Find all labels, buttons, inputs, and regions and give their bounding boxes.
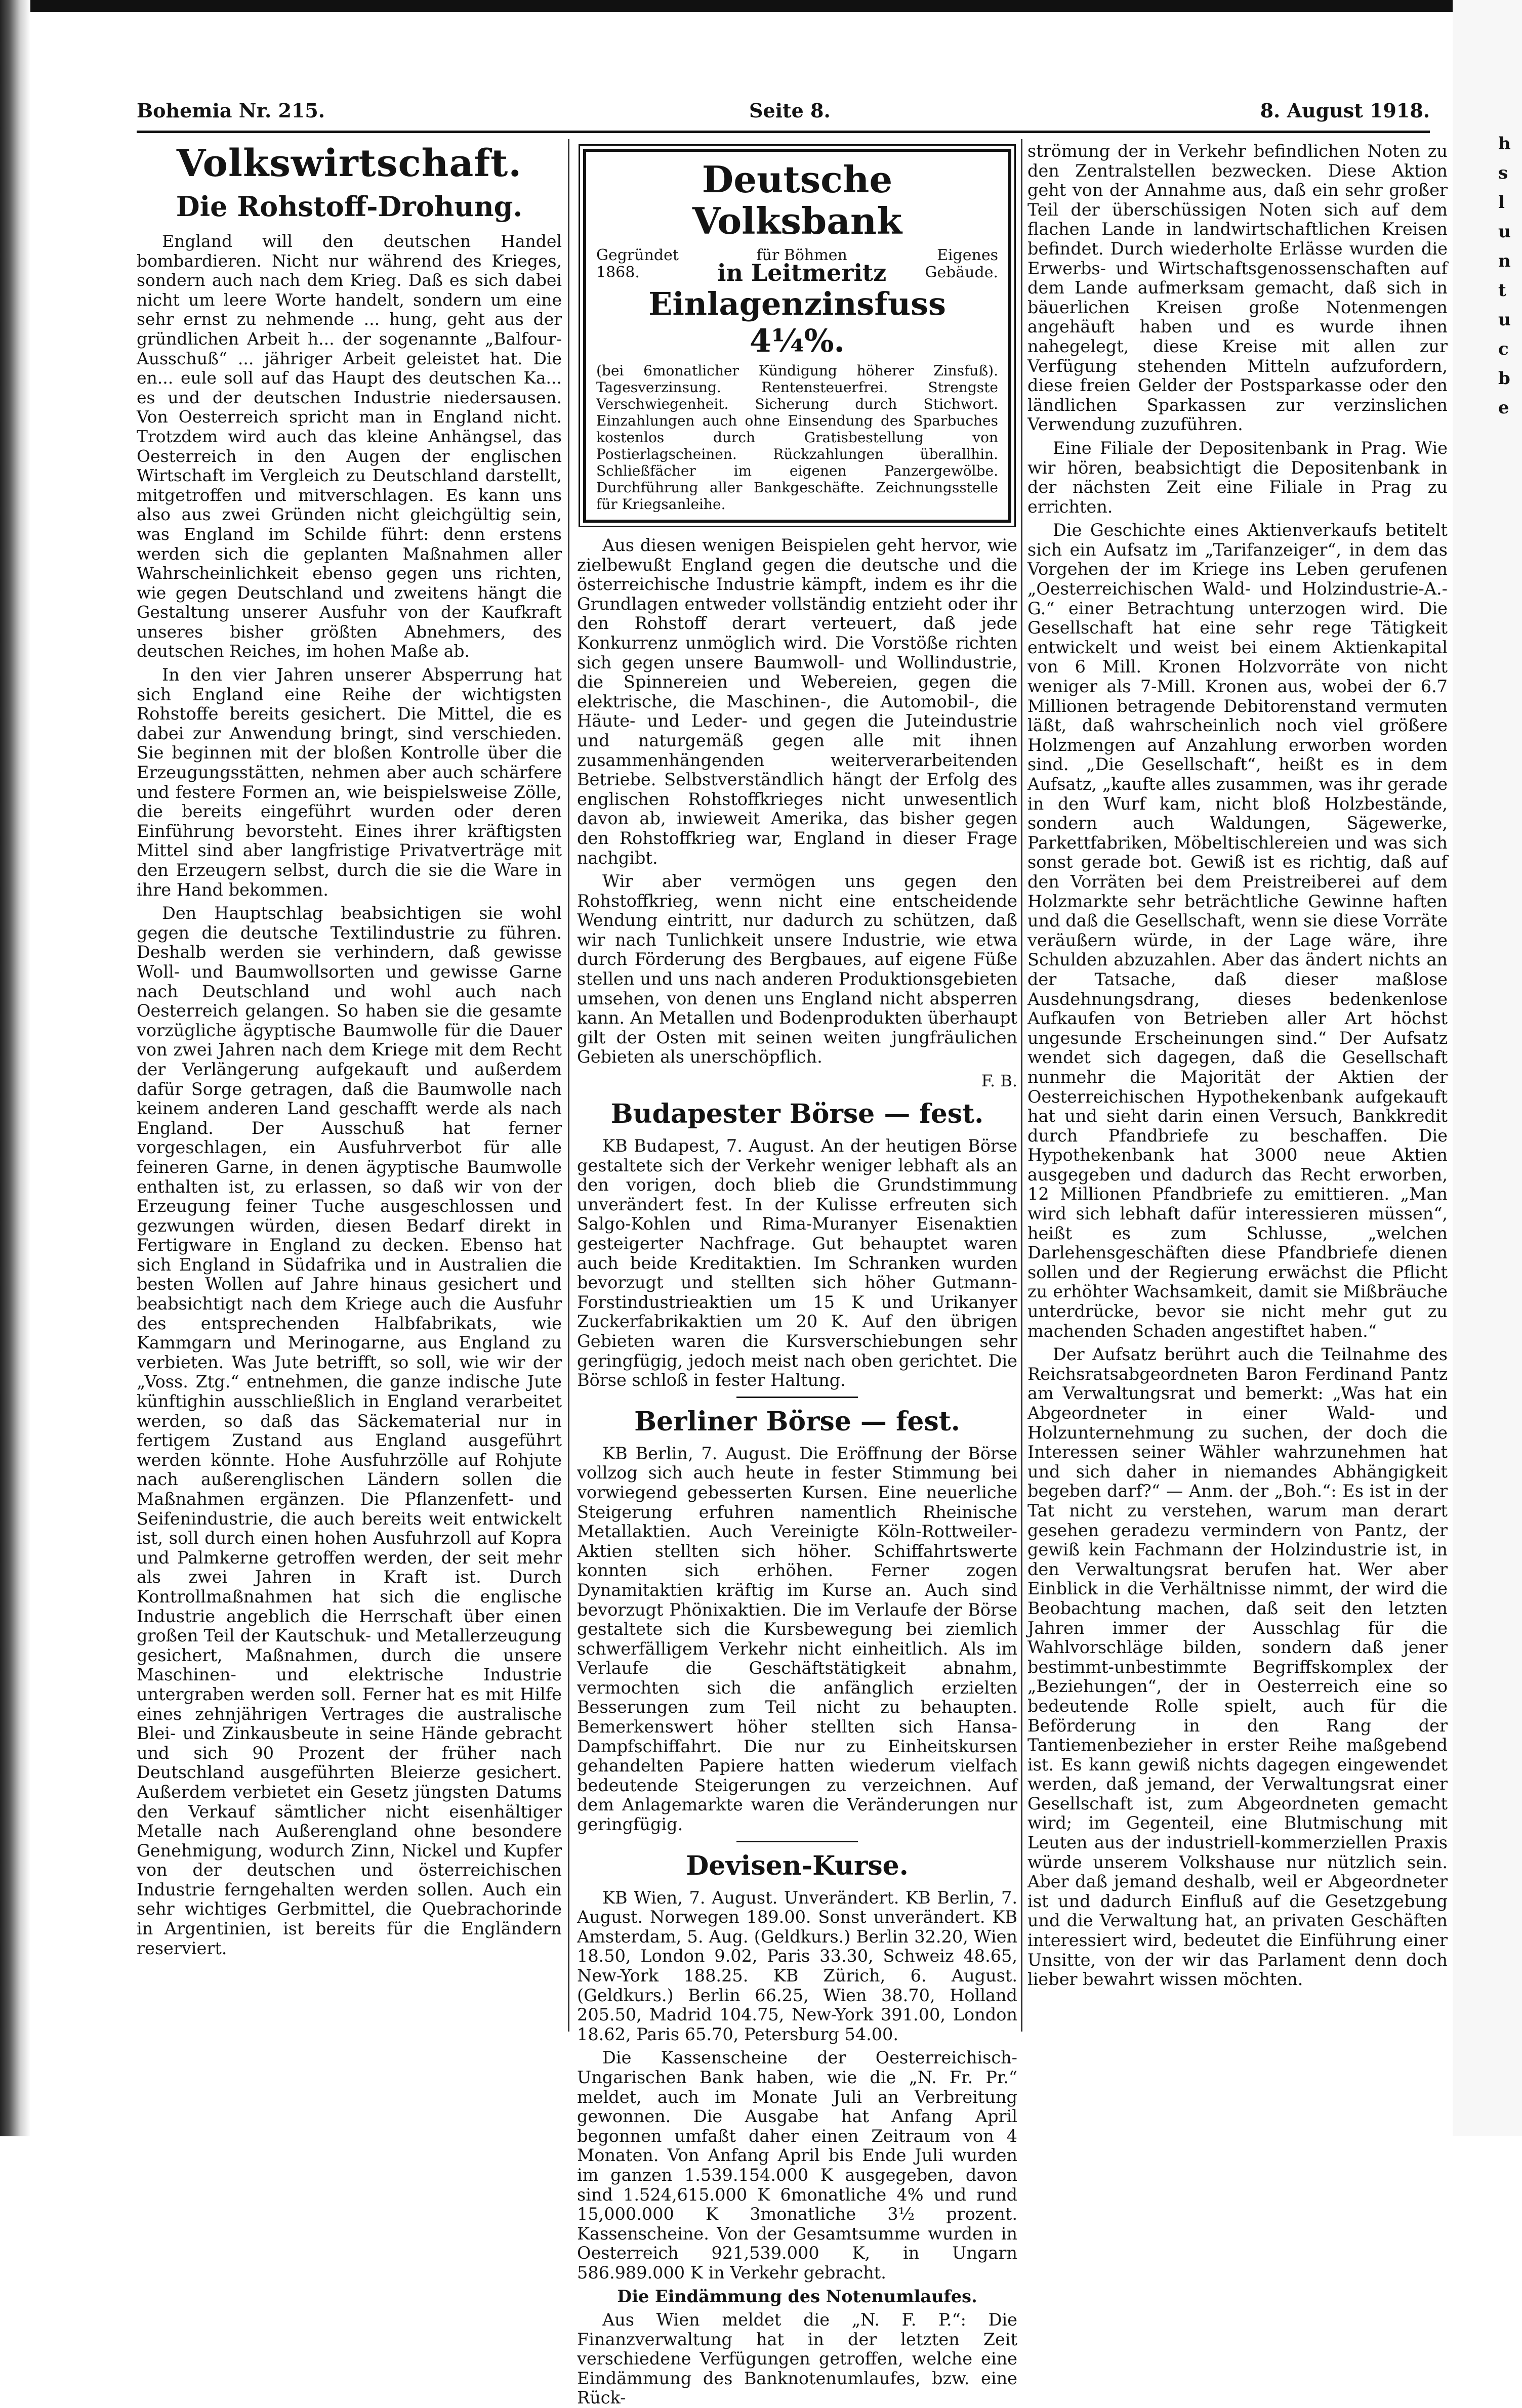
section-divider (736, 1397, 858, 1398)
ad-building-label-2: Gebäude. (925, 264, 998, 281)
margin-letter: h (1498, 134, 1511, 154)
article-paragraph: In den vier Jahren unserer Absperrung hat sich England eine Reihe der wichtigsten Rohstoffe bereits gesichert. Die Mittel, die es dabei zur Anwendung bringt, sind verschieden. Sie beginnen mit der bloßen Kontrolle über die Erzeugungsstätten, nehmen aber auch schärfere und festere Formen an, wie beispielsweise Zölle, die bereits eingeführt wurden oder deren Einführung bevorsteht. Eines ihrer kräftigsten Mittel sind aber langfristige Privatverträge mit den Erzeugern selbst, durch die sie die Ware in ihre Hand bekommen. (137, 665, 562, 900)
margin-letter: u (1498, 310, 1511, 330)
article-paragraph: Eine Filiale der Depositenbank in Prag. Wie wir hören, beabsichtigt die Depositenbank in der nächsten Zeit eine Filiale in Prag zu errichten. (1027, 438, 1448, 517)
section-rubric: Volkswirtschaft. (176, 142, 522, 185)
ad-founded-year: 1868. (596, 264, 640, 281)
scan-edge-top (0, 0, 1522, 12)
devisen-report: KB Wien, 7. August. Unverändert. KB Berlin, 7. August. Norwegen 189.00. Sonst unverändert. KB Amsterdam, 5. Aug. (Geldkurs.) Berlin 32.20, Wien 18.50, London 9.02, Paris 33.30, Schweiz 48.65, New-York 188.25. KB Zürich, 6. August. (Geldkurs.) Berlin 66.25, Wien 38.70, Holland 205.50, Madrid 104.75, New-York 391.00, London 18.62, Paris 65.70, Petersburg 54.00. (577, 1887, 1017, 2044)
article-paragraph: Den Hauptschlag beabsichtigen sie wohl gegen die deutsche Textilindustrie zu führen. Deshalb werden sie verhindern, daß gewisse Woll- und Baumwollsorten und gewisse Garne nach Deutschland und wohl auch nach Oesterreich gelangen. So haben sie die gesamte vorzügliche ägyptische Baumwolle für die Dauer von zwei Jahren nach dem Kriege mit dem Recht der Verlängerung aufgekauft und außerdem dafür Sorge getragen, daß die Baumwolle nach keinem anderen Land geschafft werde als nach England. Der Ausschuß hat ferner vorgeschlagen, ein Ausfuhrverbot für alle feineren Garne, in denen ägyptische Baumwolle enthalten ist, zu erlassen, so daß wir von der Erzeugung feiner Tuche ausgeschlossen und gezwungen würden, diesen Bedarf direkt in Fertigware in England zu decken. Ebenso hat sich England in Südafrika und in Australien die besten Wollen auf Jahre hinaus gesichert und beabsichtigt nach dem Kriege auch die Ausfuhr des entsprechenden Halbfabrikats, wie Kammgarn und Merinogarne, aus England zu verbieten. Was Jute betrifft, so soll, wie wir der „Voss. Ztg.“ entnehmen, die ganze indische Jute künftighin ausschließlich in England verarbeitet werden, so daß das Säckematerial nur in fertigem Zustand aus England ausgeführt werden könnte. Hohe Ausfuhrzölle auf Rohjute nach außerenglischen Ländern sollen die Maßnahmen ergänzen. Die Pflanzenfett- und Seifenindustrie, die auch bereits weit entwickelt ist, soll durch einen hohen Ausfuhrzoll auf Kopra und Palmkerne getroffen werden, der seit mehr als zwei Jahren in Kraft ist. Durch Kontrollmaßnahmen hat sich die englische Industrie angeblich die Herrschaft über einen großen Teil der Kautschuk- und Metallerzeugung gesichert, Maßnahmen, durch die unsere Maschinen- und elektrische Industrie untergraben werden soll. Ferner hat es mit Hilfe eines zehnjährigen Vertrages die australische Blei- und Zinkausbeute in seine Hände gebracht und sich 90 Prozent der früher nach Deutschland ausgeführten Bleierze gesichert. Außerdem verbietet ein Gesetz jüngsten Datums den Verkauf sämtlicher nicht eisenhältiger Metalle nach Außerengland ohne besondere Genehmigung, wodurch Zinn, Nickel und Kupfer von der deutschen und österreichischen Industrie ferngehalten werden sollen. Auch ein sehr wichtiges Gerbmittel, die Quebrachorinde in Argentinien, ist bereits für die Engländern reserviert. (137, 903, 562, 1958)
margin-letter: u (1498, 222, 1511, 242)
notes-headline: Die Eindämmung des Notenumlaufes. (617, 2286, 977, 2306)
margin-letter: s (1498, 163, 1508, 183)
ad-interest-rate: Einlagenzinsfuss 4¼%. (648, 285, 946, 359)
article-paragraph: England will den deutschen Handel bombardieren. Nicht nur während des Krieges, sondern auch nach dem Krieg. Daß es sich dabei nicht um leere Worte handelt, sondern um eine sehr ernst zu nehmende ... hung, geht aus der gründlichen Arbeit h... der sogenannte „Balfour-Ausschuß“ ... jähriger Arbeit geleistet hat. Die en... eule soll auf das Haupt des deutschen Ka... es und der deutschen Industrie niedersausen. Von Oesterreich spricht man in England nicht. Trotzdem wird auch das kleine Anhängsel, das Oesterreich in den Augen der englischen Wirtschaft im Vergleich zu Deutschland darstellt, mitgetroffen und mitverschlagen. Es kann uns also aus zwei Gründen nicht gleichgültig sein, was England im Schilde führt: denn erstens werden sich die geplanten Maßnahmen aller Wahrscheinlichkeit ebenso gegen uns richten, wie gegen Deutschland und zweitens hängt die Gestaltung unserer Ausfuhr von der Kaufkraft unseres bisher größten Abnehmers, des deutschen Reiches, im hohen Maße ab. (137, 231, 562, 661)
margin-letter: b (1498, 368, 1510, 389)
ad-region: für Böhmen (756, 246, 847, 264)
margin-letter: c (1498, 339, 1509, 359)
article-paragraph: strömung der in Verkehr befindlichen Noten zu den Zentralstellen bezwecken. Diese Aktion geht von der Annahme aus, daß ein sehr großer Teil der überschüssigen Noten sich auf dem flachen Lande in landwirtschaftlichen Kreisen befindet. Durch wiederholte Erlässe wurden die Erwerbs- und Wirtschaftsgenossenschaften auf dem Lande aufmerksam gemacht, daß sich in bäuerlichen Kreisen große Notenmengen angehäuft haben und es wurde ihnen nahegelegt, diese Kreise mit allen zur Verfügung stehenden Mitteln aufzufordern, diese freien Gelder der Postsparkasse oder den ländlichen Sparkassen zur verzinslichen Verwendung zuzuführen. (1027, 141, 1448, 435)
ad-building-label: Eigenes (937, 246, 998, 264)
article-paragraph: Die Kassenscheine der Oesterreichisch-Ungarischen Bank haben, wie die „N. Fr. Pr.“ meldet, auch im Monate Juli an Verbreitung gewonnen. Die Ausgabe hat Anfang April begonnen umfaßt daher einen Zeitraum von 4 Monaten. Von Anfang April bis Ende Juli wurden im ganzen 1.539.154.000 K ausgegeben, davon sind 1.524,615.000 K 6monatliche 4% und rund 15,000.000 K 3monatliche 3½ prozent. Kassenscheine. Von der Gesamtsumme wurden in Oesterreich 921,539.000 K, in Ungarn 586.989.000 K in Verkehr gebracht. (577, 2048, 1017, 2283)
ad-title: Deutsche Volksbank (692, 158, 902, 242)
column-1 (137, 142, 562, 2034)
article-headline: Die Rohstoff-Drohung. (176, 190, 523, 223)
margin-letter: n (1498, 251, 1511, 271)
header-rule (137, 131, 1430, 133)
author-signature: F. B. (981, 1071, 1017, 1091)
ad-founded-label: Gegründet (596, 246, 679, 264)
article-paragraph: Aus Wien meldet die „N. F. P.“: Die Finanzverwaltung hat in der letzten Zeit verschiedene Verfügungen getroffen, welche eine Eindämmung des Banknotenumlaufes, bzw. eine Rück- (577, 2310, 1017, 2408)
margin-letter: l (1498, 192, 1505, 213)
berlin-headline: Berliner Börse — fest. (634, 1406, 960, 1437)
bank-advertisement (583, 149, 1011, 523)
adjacent-page-margin (1498, 129, 1518, 423)
devisen-headline: Devisen-Kurse. (686, 1850, 909, 1881)
column-rule (568, 139, 569, 2032)
berlin-report: KB Berlin, 7. August. Die Eröffnung der Börse vollzog sich auch heute in fester Stimmung bei vorwiegend gebesserten Kursen. Eine neuerliche Steigerung erfuhren namentlich Rheinische Metallaktien. Auch Vereinigte Köln-Rottweiler-Aktien stellten sich höher. Schiffahrtswerte konnten sich erhöhen. Ferner zogen Dynamitaktien kräftig im Kurse an. Auch sind bevorzugt Phönixaktien. Die im Verlaufe der Börse gestaltete sich die Kursbewegung bei ziemlich schwerfälligem Verkehr nicht einheitlich. Als im Verlaufe die Geschäftstätigkeit abnahm, vermochten sich die anfänglich erzielten Besserungen zum Teil nicht zu behaupten. Bemerkenswert höher stellten sich Hansa-Dampfschiffahrt. Die nur zu Einheitskursen gehandelten Papiere hatten wiederum vielfach bedeutende Steigerungen zu verzeichnen. Auf dem Anlagemarkte waren die Veränderungen nur geringfügig. (577, 1443, 1017, 1835)
margin-letter: t (1498, 280, 1506, 301)
column-rule (1021, 139, 1022, 2032)
issue-number: Bohemia Nr. 215. (137, 99, 325, 122)
ad-body: (bei 6monatlicher Kündigung höherer Zinsfuß). Tagesverzinsung. Rentensteuerfrei. Strengste Verschwiegenheit. Sicherung durch Stichwort. Einzahlungen auch ohne Einsendung des Sparbuches kostenlos durch Gratisbestellung von Postierlagscheinen. Rückzahlungen überallhin. Schließfächer im eigenen Panzergewölbe. Durchführung aller Bankgeschäfte. Zeichnungsstelle für Kriegsanleihe. (596, 362, 998, 513)
article-paragraph: Der Aufsatz berührt auch die Teilnahme des Reichsratsabgeordneten Baron Ferdinand Pantz am Verwaltungsrat und bemerkt: „Was hat ein Abgeordneter in einer Wald- und Holzunternehmung zu suchen, der doch die Interessen seiner Wähler wahrzunehmen hat und sich daher in niemandes Abhängigkeit begeben darf?“ — Anm. der „Boh.“: Es ist in der Tat nicht zu verstehen, warum man derart gesehen geradezu vermindern von Pantz, der gewiß kein Fachmann der Holzindustrie ist, in den Verwaltungsrat berufen hat. Wer aber Einblick in die Verhältnisse nimmt, der wird die Beobachtung machen, daß seit den letzten Jahren immer der Ausschlag für die Wahlvorschläge bilden, sondern daß jener bestimmt-unbestimmte Begriffskomplex der „Beziehungen“, der in Oesterreich eine so bedeutende Rolle spielt, auch für die Beförderung in den Rang der Tantiemenbezieher in erster Reihe maßgebend ist. Es kann gewiß nichts dagegen eingewendet werden, daß jemand, der Verwaltungsrat einer Gesellschaft ist, zum Abgeordneten gemacht wird; im Gegenteil, eine Blutmischung mit Leuten aus der industriell-kommerziellen Praxis würde unserem Volkshause nur nützlich sein. Aber daß jemand deshalb, weil er Abgeordneter ist und dadurch Einfluß auf die Gesetzgebung und die Verwaltung hat, an privaten Geschäften interessiert wird, bedeutet die Einführung einer Unsitte, von der wir das Parlament denn doch lieber bewahrt wissen möchten. (1027, 1344, 1448, 1990)
budapest-report: KB Budapest, 7. August. An der heutigen Börse gestaltete sich der Verkehr weniger lebhaft als an den vorigen, doch blieb die Grundstimmung unverändert fest. In der Kulisse erfreuten sich Salgo-Kohlen und Rima-Muranyer Eisenaktien gesteigerter Nachfrage. Gut behauptet waren auch beide Kreditaktien. Im Schranken wurden bevorzugt und stellten sich höher Gutmann-Forstindustrieaktien um 15 K und Urikanyer Zuckerfabrikaktien um 20 K. Auf den übrigen Gebieten waren die Kursverschiebungen sehr geringfügig, jedoch meist nach oben gerichtet. Die Börse schloß in fester Haltung. (577, 1136, 1017, 1390)
scan-edge-left (0, 0, 30, 2136)
margin-letter: e (1498, 398, 1509, 418)
budapest-headline: Budapester Börse — fest. (610, 1099, 984, 1130)
section-divider (736, 1841, 858, 1842)
page-header (137, 99, 1430, 130)
article-paragraph: Aus diesen wenigen Beispielen geht hervor, wie zielbewußt England gegen die deutsche und die österreichische Industrie kämpft, indem es ihr die Grundlagen entweder vollständig entzieht oder ihr den Rohstoff derart verteuert, daß jede Konkurrenz unmöglich wird. Die Vorstöße richten sich gegen unsere Baumwoll- und Wollindustrie, die Spinnereien und Webereien, gegen die elektrische, die Maschinen-, die Automobil-, die Häute- und Leder- und gegen die Juteindustrie und naturgemäß gegen alle mit ihnen zusammenhängenden weiterverarbeitenden Betriebe. Selbstverständlich hängt der Erfolg des englischen Rohstoffkrieges nicht unwesentlich davon ab, inwieweit Amerika, das bisher gegen den Rohstoffkrieg war, England in dieser Frage nachgibt. (577, 535, 1017, 868)
issue-date: 8. August 1918. (1260, 99, 1430, 122)
article-paragraph: Wir aber vermögen uns gegen den Rohstoffkrieg, wenn nicht eine entscheidende Wendung eintritt, nur dadurch zu schützen, daß wir nach Tunlichkeit unsere Industrie, wie etwa durch Förderung des Bergbaues, auf eigene Füße stellen und uns nach anderen Produktionsgebieten umsehen, von denen uns England nicht absperren kann. An Metallen und Bodenprodukten überhaupt gilt der Osten mit seinen weiten jungfräulichen Gebieten als unerschöpflich. (577, 871, 1017, 1067)
column-3 (1027, 142, 1448, 2034)
ad-info-row (596, 246, 998, 286)
ad-city: in Leitmeritz (717, 259, 887, 286)
page-number: Seite 8. (749, 99, 831, 122)
column-2 (577, 142, 1017, 2408)
article-paragraph: Die Geschichte eines Aktienverkaufs betitelt sich ein Aufsatz im „Tarifanzeiger“, in dem das Vorgehen der im Kriege ins Leben gerufenen „Oesterreichischen Wald- und Holzindustrie-A.-G.“ einer Betrachtung unterzogen wird. Die Gesellschaft hat eine sehr rege Tätigkeit entwickelt und weist bei einem Aktienkapital von 6 Mill. Kronen Holzvorräte von nicht weniger als 7-Mill. Kronen aus, wobei der 6.7 Millionen betragende Debitorenstand vermuten läßt, daß wahrscheinlich noch viel größere Holzmengen auf Anzahlung erworben worden sind. „Die Gesellschaft“, heißt es in dem Aufsatz, „kaufte alles zusammen, was ihr gerade in den Wurf kam, nicht bloß Holzbestände, sondern auch Waldungen, Sägewerke, Parkettfabriken, Möbeltischlereien und was sich sonst gerade bot. Gewiß ist es richtig, daß auf den Vorräten bei dem Preistreiberei auf dem Holzmarkte sehr beträchtliche Gewinne haften und daß die Gesellschaft, wenn sie diese Vorräte veräußern würde, in der Lage wäre, ihre Schulden abzuzahlen. Aber das ändert nichts an der Tatsache, daß dieser maßlose Ausdehnungsdrang, dieses bedenkenlose Aufkaufen von Betrieben aller Art höchst ungesunde Erscheinungen sind.“ Der Aufsatz wendet sich dagegen, daß die Gesellschaft nunmehr die Majorität der Aktien der Oesterreichischen Hypothekenbank aufgekauft hat und sieht darin einen Versuch, Bankkredit durch Pfandbriefe zu beschaffen. Die Hypothekenbank hat 3000 neue Aktien ausgegeben und dadurch das Recht erworben, 12 Millionen Pfandbriefe zu emittieren. „Man wird sich lebhaft dafür interessieren müssen“, heißt es zum Schlusse, „welchen Darlehensgeschäften diese Pfandbriefe dienen sollen und der Regierung erwächst die Pflicht zu erhöhter Wachsamkeit, damit sie Mißbräuche unterdrücke, bevor sie nicht mehr gut zu machenden Schaden angestiftet haben.“ (1027, 520, 1448, 1341)
